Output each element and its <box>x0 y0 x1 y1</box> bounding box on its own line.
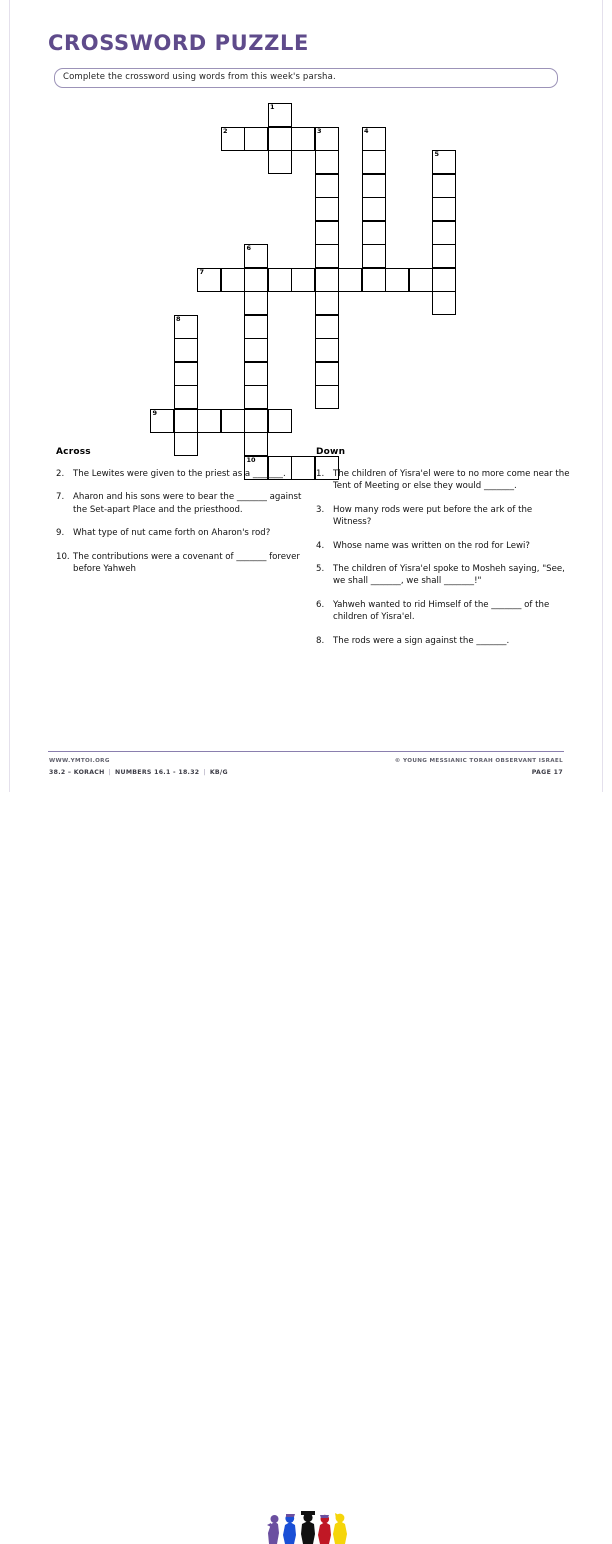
crossword-cell[interactable] <box>244 315 268 339</box>
crossword-cell[interactable] <box>362 221 386 245</box>
crossword-cell[interactable] <box>315 291 339 315</box>
across-clue-text: What type of nut came forth on Aharon's rod? <box>73 528 271 539</box>
crossword-cell[interactable] <box>174 338 198 362</box>
crossword-cell[interactable] <box>315 338 339 362</box>
crossword-cell[interactable] <box>315 385 339 409</box>
footer-copyright: © YOUNG MESSIANIC TORAH OBSERVANT ISRAEL <box>394 758 563 764</box>
footer-reference-line <box>49 767 228 779</box>
down-clue-text: The rods were a sign against the _______. <box>333 635 510 646</box>
across-clue-number: 10. <box>56 551 70 562</box>
down-clue <box>316 563 570 588</box>
crossword-cell[interactable] <box>432 197 456 221</box>
crossword-cell[interactable] <box>315 197 339 221</box>
crossword-cell-number: 1 <box>270 103 275 111</box>
across-clue-number: 7. <box>56 492 65 503</box>
crossword-cell[interactable] <box>362 150 386 174</box>
crossword-cell[interactable] <box>221 268 245 292</box>
instruction-text: Complete the crossword using words from this week's parsha. <box>63 72 336 82</box>
crossword-cell[interactable] <box>244 409 268 433</box>
crossword-cell[interactable] <box>221 127 245 151</box>
crossword-cell[interactable] <box>150 409 174 433</box>
crossword-cell[interactable] <box>362 268 386 292</box>
crossword-cell[interactable] <box>174 385 198 409</box>
clues-section <box>0 447 612 737</box>
down-clue-number: 6. <box>316 599 325 610</box>
crossword-cell[interactable] <box>291 127 315 151</box>
down-clue-text: The children of Yisra'el spoke to Mosheh saying, "See, we shall _______, we shall _______!" <box>333 564 565 587</box>
across-column <box>56 447 306 586</box>
footer-divider <box>48 751 564 752</box>
down-clue <box>316 635 570 647</box>
crossword-cell[interactable] <box>244 268 268 292</box>
crossword-cell[interactable] <box>432 268 456 292</box>
crossword-cell[interactable] <box>432 291 456 315</box>
down-heading: Down <box>316 447 346 457</box>
down-clue-number: 8. <box>316 635 325 646</box>
crossword-cell[interactable] <box>268 268 292 292</box>
footer-left <box>49 755 228 779</box>
organization-logo-icon <box>265 1511 349 1544</box>
crossword-cell[interactable] <box>315 127 339 151</box>
footer-passage: NUMBERS 16.1 - 18.32 <box>115 769 200 776</box>
down-clue-text: Yahweh wanted to rid Himself of the _______ of the children of Yisra'el. <box>333 599 550 623</box>
crossword-cell[interactable] <box>268 127 292 151</box>
crossword-cell[interactable] <box>315 221 339 245</box>
down-clue <box>316 468 570 493</box>
across-clue-text: Aharon and his sons were to bear the _______ against the Set-apart Place and the priesthood. <box>73 492 302 515</box>
crossword-cell[interactable] <box>221 409 245 433</box>
across-clue <box>56 527 306 539</box>
crossword-cell-number: 9 <box>152 408 158 417</box>
crossword-cell[interactable] <box>268 409 292 433</box>
across-clue-text: The Lewites were given to the priest as a _______. <box>73 469 286 479</box>
crossword-cell[interactable] <box>432 150 456 174</box>
crossword-cell[interactable] <box>362 127 386 151</box>
across-clue <box>56 468 306 480</box>
across-clue <box>56 491 306 516</box>
crossword-cell-number: 6 <box>246 244 252 252</box>
crossword-cell[interactable] <box>244 385 268 409</box>
across-clue-list <box>56 468 306 575</box>
footer-site-url[interactable]: WWW.YMTOI.ORG <box>49 758 110 764</box>
down-clue <box>316 599 570 624</box>
down-clue-number: 3. <box>316 504 325 515</box>
down-clue-number: 4. <box>316 540 325 551</box>
crossword-cell[interactable] <box>244 127 268 151</box>
crossword-cell[interactable] <box>315 315 339 339</box>
across-clue-text: The contributions were a covenant of _______ forever before Yahweh <box>73 551 300 575</box>
footer-separator-2: | <box>203 769 206 776</box>
crossword-cell[interactable] <box>409 268 433 292</box>
crossword-cell[interactable] <box>315 244 339 268</box>
crossword-cell[interactable] <box>362 244 386 268</box>
down-clue-number: 5. <box>316 564 325 575</box>
crossword-cell-number: 4 <box>364 126 369 135</box>
page-footer <box>0 755 612 792</box>
across-clue-number: 2. <box>56 469 65 479</box>
crossword-cell[interactable] <box>315 362 339 386</box>
crossword-cell[interactable] <box>174 409 198 433</box>
crossword-cell[interactable] <box>432 244 456 268</box>
crossword-cell-number: 8 <box>176 314 181 323</box>
crossword-cell[interactable] <box>244 338 268 362</box>
crossword-cell[interactable] <box>268 103 292 127</box>
crossword-cell-number: 2 <box>223 126 228 135</box>
crossword-cell[interactable] <box>174 362 198 386</box>
across-clue <box>56 551 306 576</box>
crossword-cell-number: 10 <box>246 455 256 464</box>
crossword-cell-number: 7 <box>199 267 205 276</box>
crossword-cell[interactable] <box>197 268 221 292</box>
crossword-cell[interactable] <box>244 362 268 386</box>
crossword-cell-number: 3 <box>317 126 322 135</box>
footer-page-number: PAGE 17 <box>531 769 563 776</box>
crossword-cell[interactable] <box>244 244 268 268</box>
crossword-cell[interactable] <box>268 150 292 174</box>
crossword-cell[interactable] <box>362 174 386 198</box>
crossword-cell[interactable] <box>197 409 221 433</box>
crossword-cell[interactable] <box>362 197 386 221</box>
down-clue <box>316 504 570 529</box>
crossword-cell[interactable] <box>432 174 456 198</box>
crossword-cell-number: 5 <box>434 150 440 158</box>
down-clue-text: The children of Yisra'el were to no more come near the Tent of Meeting or else they would _______. <box>333 469 570 492</box>
crossword-cell[interactable] <box>244 291 268 315</box>
page-title: CROSSWORD PUZZLE <box>48 31 309 55</box>
crossword-cell[interactable] <box>174 315 198 339</box>
footer-right <box>395 755 563 779</box>
footer-reference: 38.2 – KORACH <box>49 769 105 776</box>
crossword-cell[interactable] <box>291 268 315 292</box>
crossword-cell[interactable] <box>432 221 456 245</box>
across-heading: Across <box>56 447 91 457</box>
footer-separator-1: | <box>108 769 112 776</box>
footer-code: KB/G <box>209 769 228 776</box>
crossword-cell[interactable] <box>315 174 339 198</box>
crossword-cell[interactable] <box>385 268 409 292</box>
down-clue-number: 1. <box>316 469 325 479</box>
down-column <box>316 447 570 658</box>
down-clue-text: Whose name was written on the rod for Lewi? <box>333 540 530 551</box>
down-clue-list <box>316 468 570 647</box>
crossword-cell[interactable] <box>338 268 362 292</box>
across-clue-number: 9. <box>56 528 65 539</box>
down-clue <box>316 540 570 552</box>
crossword-cell[interactable] <box>315 268 339 292</box>
down-clue-text: How many rods were put before the ark of the Witness? <box>333 504 533 528</box>
crossword-cell[interactable] <box>315 150 339 174</box>
